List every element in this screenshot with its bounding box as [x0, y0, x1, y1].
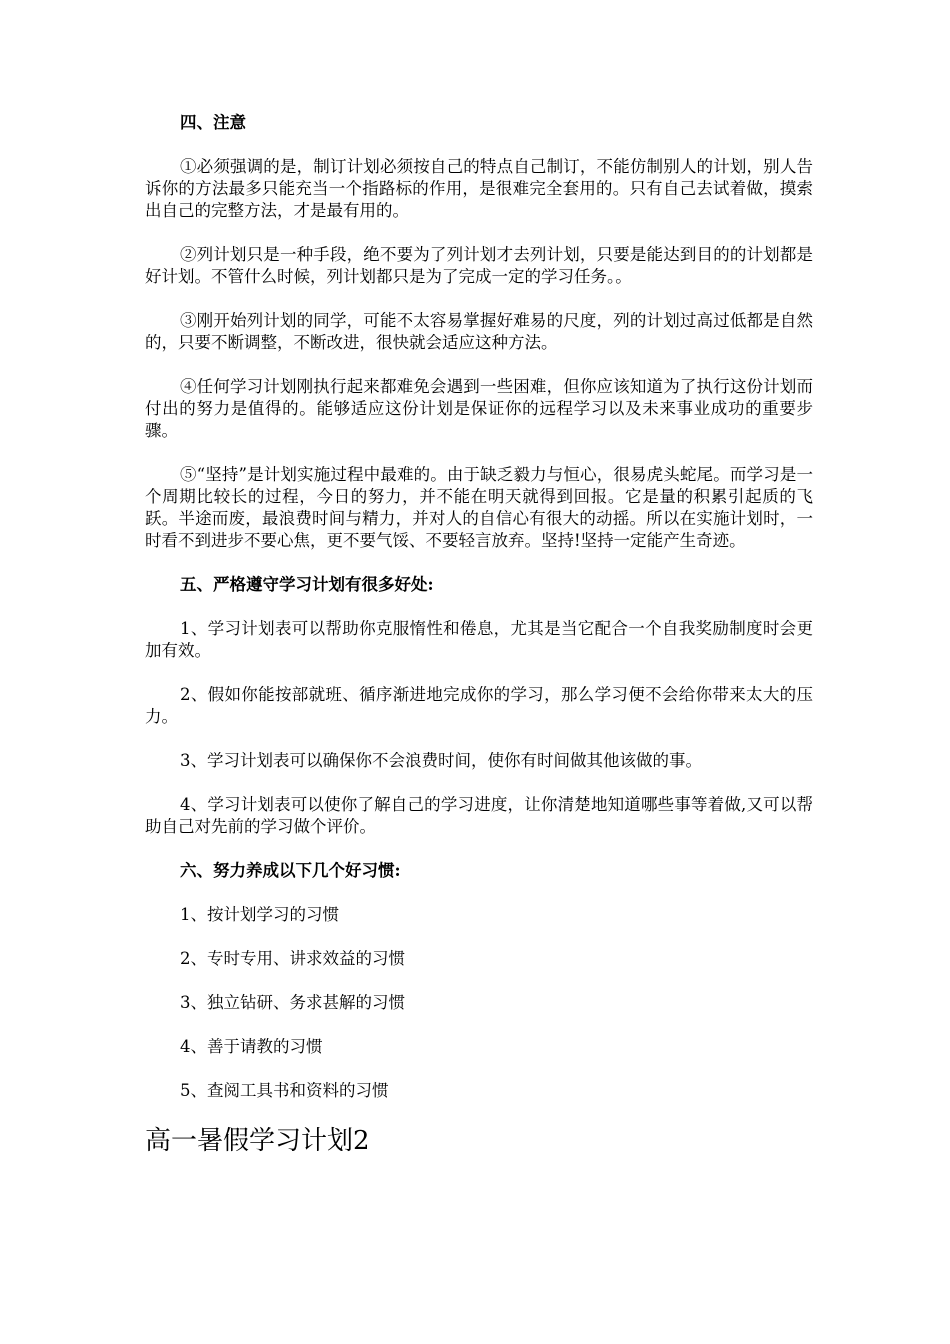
habit-item-4: 4、善于请教的习惯	[180, 1037, 323, 1056]
section-5-heading: 五、严格遵守学习计划有很多好处:	[180, 575, 434, 594]
habit-item-1: 1、按计划学习的习惯	[180, 905, 339, 924]
habit-item-5: 5、查阅工具书和资料的习惯	[180, 1081, 389, 1100]
section-4-paragraph-4: ④任何学习计划刚执行起来都难免会遇到一些困难，但你应该知道为了执行这份计划而付出的努力是值得的。能够适应这份计划是保证你的远程学习以及未来事业成功的重要步骤。	[145, 377, 813, 440]
section-5-paragraph-4: 4、学习计划表可以使你了解自己的学习进度，让你清楚地知道哪些事等着做,又可以帮助自己对先前的学习做个评价。	[145, 795, 813, 836]
section-6-heading: 六、努力养成以下几个好习惯:	[180, 861, 401, 880]
section-4-paragraph-1: ①必须强调的是，制订计划必须按自己的特点自己制订，不能仿制别人的计划，别人告诉你的方法最多只能充当一个指路标的作用，是很难完全套用的。只有自己去试着做，摸索出自己的完整方法，才是最有用的。	[145, 157, 813, 220]
section-5-paragraph-3: 3、学习计划表可以确保你不会浪费时间，使你有时间做其他该做的事。	[180, 751, 702, 770]
habit-item-3: 3、独立钻研、务求甚解的习惯	[180, 993, 405, 1012]
next-section-title: 高一暑假学习计划2	[145, 1126, 370, 1156]
section-4-paragraph-5: ⑤“坚持”是计划实施过程中最难的。由于缺乏毅力与恒心，很易虎头蛇尾。而学习是一个周期比较长的过程，今日的努力，并不能在明天就得到回报。它是量的积累引起质的飞跃。半途而废，最浪费时间与精力，并对人的自信心有很大的动摇。所以在实施计划时，一时看不到进步不要心焦，更不要气馁、不要轻言放弃。坚持!坚持一定能产生奇迹。	[145, 465, 813, 550]
section-4-heading: 四、注意	[180, 113, 246, 132]
section-5-paragraph-2: 2、假如你能按部就班、循序渐进地完成你的学习，那么学习便不会给你带来太大的压力。	[145, 685, 813, 726]
section-5-paragraph-1: 1、学习计划表可以帮助你克服惰性和倦息，尤其是当它配合一个自我奖励制度时会更加有效。	[145, 619, 813, 660]
section-4-paragraph-2: ②列计划只是一种手段，绝不要为了列计划才去列计划，只要是能达到目的的计划都是好计划。不管什么时候，列计划都只是为了完成一定的学习任务。。	[145, 245, 813, 286]
section-4-paragraph-3: ③刚开始列计划的同学，可能不太容易掌握好难易的尺度，列的计划过高过低都是自然的，只要不断调整，不断改进，很快就会适应这种方法。	[145, 311, 813, 352]
habit-item-2: 2、专时专用、讲求效益的习惯	[180, 949, 405, 968]
document-page	[145, 112, 813, 1158]
